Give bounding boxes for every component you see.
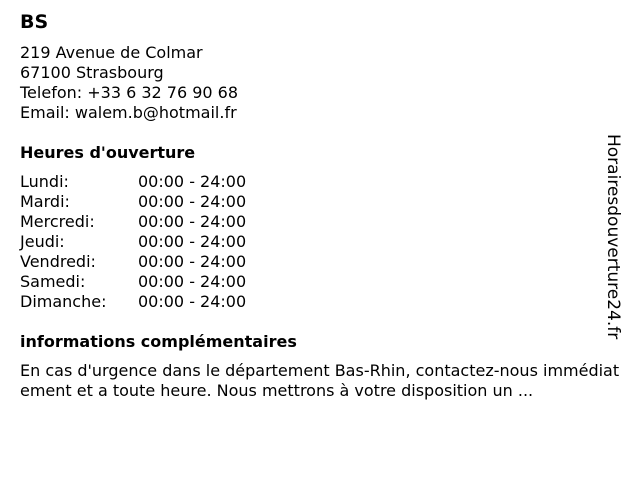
hours-row-mardi (20, 192, 625, 212)
site-watermark: Horairesdouverture24.fr (603, 134, 623, 340)
hours-row-vendredi (20, 252, 625, 272)
hours-row-lundi (20, 172, 625, 192)
day-label: Mercredi: (20, 212, 95, 231)
time-range: 00:00 - 24:00 (138, 272, 247, 291)
opening-hours-table (20, 172, 625, 312)
additional-info-heading: informations complémentaires (20, 332, 297, 351)
hours-row-jeudi (20, 232, 625, 252)
business-name: BS (20, 11, 49, 33)
address-city: 67100 Strasbourg (20, 63, 164, 82)
time-range: 00:00 - 24:00 (138, 232, 247, 251)
time-range: 00:00 - 24:00 (138, 172, 247, 191)
time-range: 00:00 - 24:00 (138, 252, 247, 271)
time-range: 00:00 - 24:00 (138, 292, 247, 311)
hours-row-dimanche (20, 292, 625, 312)
address-block (20, 43, 625, 123)
time-range: 00:00 - 24:00 (138, 192, 247, 211)
phone-number: Telefon: +33 6 32 76 90 68 (20, 83, 239, 102)
address-street: 219 Avenue de Colmar (20, 43, 203, 62)
hours-row-samedi (20, 272, 625, 292)
day-label: Jeudi: (20, 232, 65, 251)
opening-hours-heading: Heures d'ouverture (20, 143, 196, 162)
business-card (20, 10, 625, 401)
day-label: Samedi: (20, 272, 86, 291)
day-label: Dimanche: (20, 292, 107, 311)
day-label: Mardi: (20, 192, 70, 211)
additional-info-text: En cas d'urgence dans le département Bas-Rhin, contactez-nous immédiatement et a toute heure. Nous mettrons à votre disposition un ... (20, 361, 620, 400)
email-address: Email: walem.b@hotmail.fr (20, 103, 237, 122)
time-range: 00:00 - 24:00 (138, 212, 247, 231)
day-label: Lundi: (20, 172, 69, 191)
hours-row-mercredi (20, 212, 625, 232)
day-label: Vendredi: (20, 252, 96, 271)
